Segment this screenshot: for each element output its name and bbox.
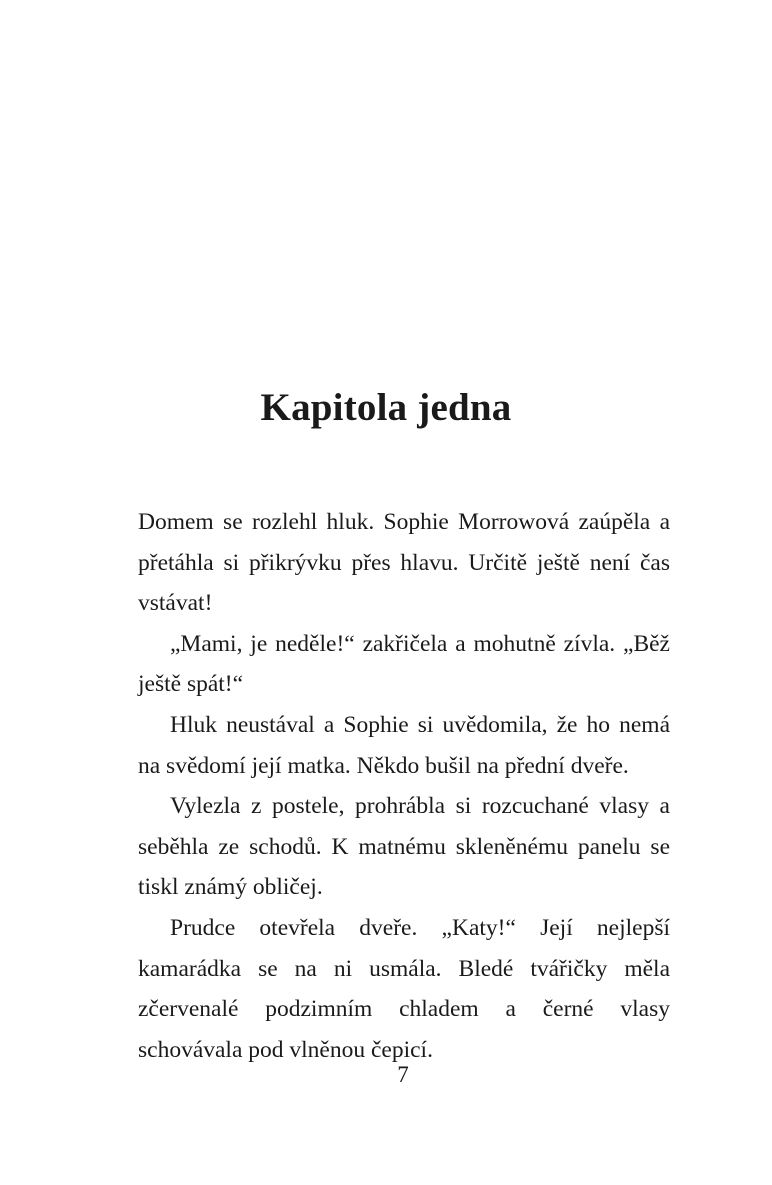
paragraph: Prudce otevřela dveře. „Katy!“ Její nejlepší kamarádka se na ni usmála. Bledé tvářičky měla zčervenalé podzimním chladem a černé vlasy schovávala pod vlněnou čepicí.: [138, 914, 670, 1063]
chapter-title: Kapitola jedna: [260, 386, 512, 429]
paragraph: Domem se rozlehl hluk. Sophie Morrowová zaúpěla a přetáhla si přikrývku přes hlavu. Určitě ještě není čas vstávat!: [138, 509, 670, 617]
paragraph: Vylezla z postele, prohrábla si rozcuchané vlasy a seběhla ze schodů. K matnému skleněnému panelu se tiskl známý obličej.: [138, 793, 670, 901]
paragraph: Hluk neustával a Sophie si uvědomila, že ho nemá na svědomí její matka. Někdo bušil na přední dveře.: [138, 711, 670, 779]
page-number: 7: [397, 1062, 409, 1087]
paragraph: „Mami, je neděle!“ zakřičela a mohutně zívla. „Běž ještě spát!“: [138, 630, 670, 698]
chapter-body: [138, 502, 670, 1070]
